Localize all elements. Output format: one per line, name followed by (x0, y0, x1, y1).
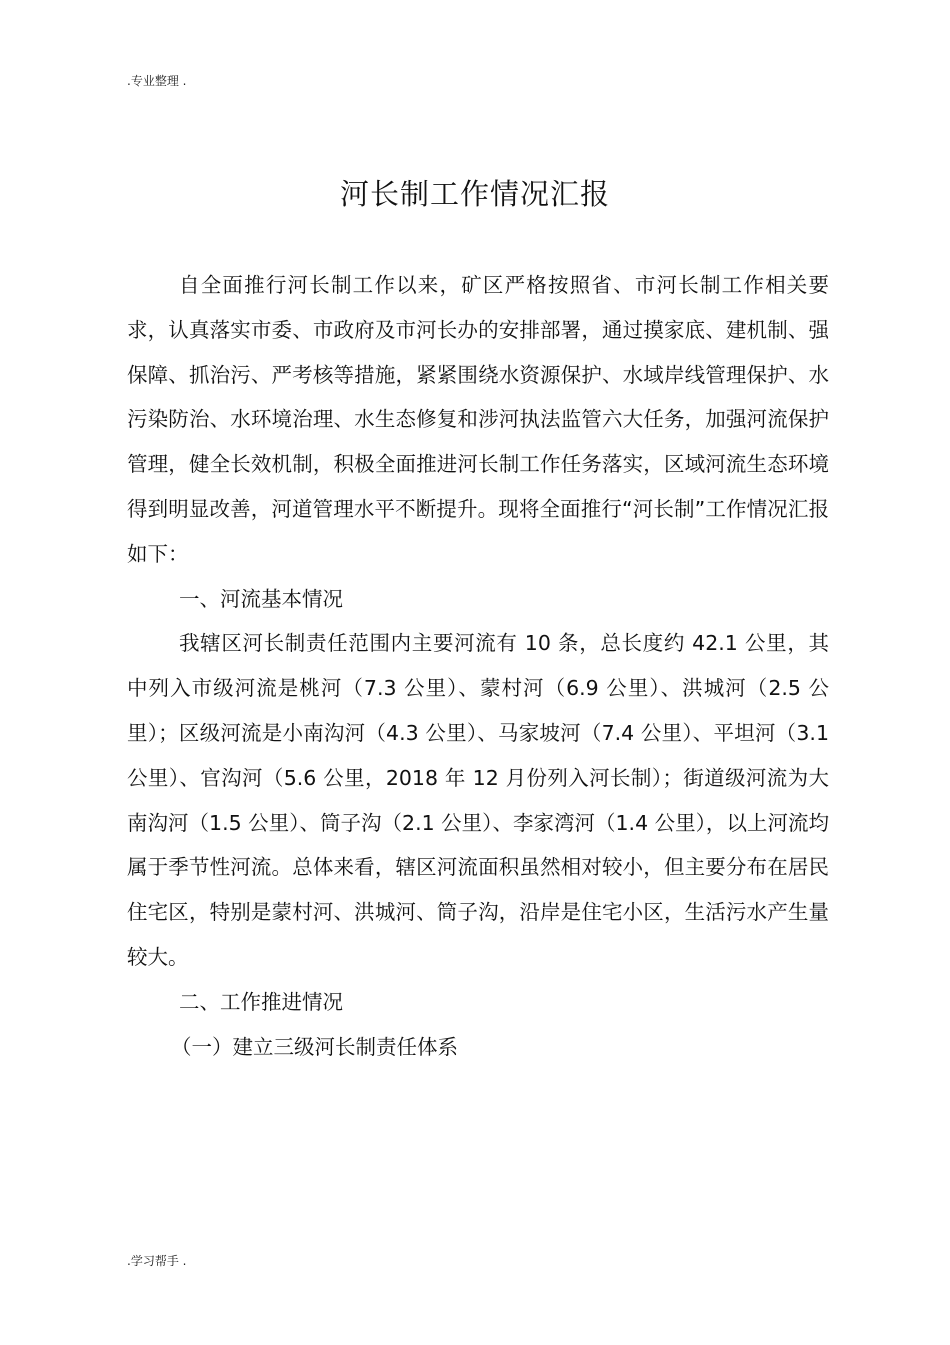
river-overview-paragraph: 我辖区河长制责任范围内主要河流有 10 条，总长度约 42.1 公里，其中列入市级河流是桃河（7.3 公里）、蒙村河（6.9 公里）、洪城河（2.5 公里）；区级河流是小南沟河（4.3 公里）、马家坡河（7.4 公里）、平坦河（3.1 公里）、官沟河（5.6 公里，2018 年 12 月份列入河长制）；街道级河流为大南沟河（1.5 公里）、筒子沟（2.1 公里）、李家湾河（1.4 公里），以上河流均属于季节性河流。总体来看，辖区河流面积虽然相对较小，但主要分布在居民住宅区，特别是蒙村河、洪城河、筒子沟，沿岸是住宅小区，生活污水产生量较大。 (127, 631, 829, 969)
document-title: 河长制工作情况汇报 (339, 177, 610, 211)
section-heading-work-progress: 二、工作推进情况 (179, 989, 343, 1014)
subsection-heading-responsibility-system: （一）建立三级河长制责任体系 (171, 1034, 458, 1059)
footer-note: .学习帮手 . (127, 1254, 187, 1268)
intro-paragraph: 自全面推行河长制工作以来，矿区严格按照省、市河长制工作相关要求，认真落实市委、市政府及市河长办的安排部署，通过摸家底、建机制、强保障、抓治污、严考核等措施，紧紧围绕水资源保护、水域岸线管理保护、水污染防治、水环境治理、水生态修复和涉河执法监管六大任务，加强河流保护管理，健全长效机制，积极全面推进河长制工作任务落实，区域河流生态环境得到明显改善，河道管理水平不断提升。现将全面推行“河长制”工作情况汇报如下： (127, 273, 829, 566)
document-body (127, 263, 829, 1069)
header-note: .专业整理 . (127, 74, 187, 88)
section-heading-river-overview: 一、河流基本情况 (179, 586, 343, 611)
